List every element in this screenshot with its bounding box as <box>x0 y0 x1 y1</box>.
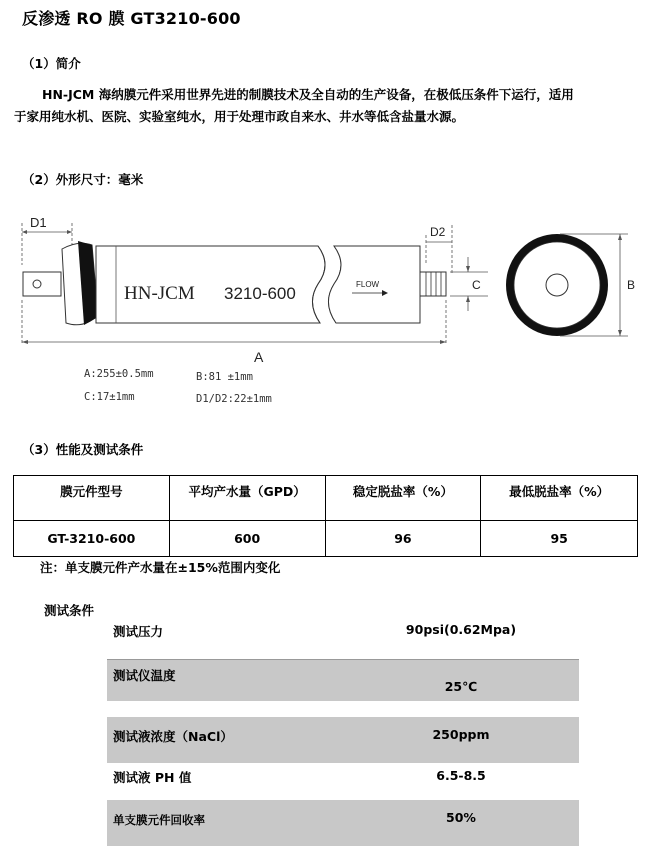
b-arrow-top <box>618 234 622 240</box>
table-cell-model: GT-3210-600 <box>14 521 170 557</box>
label-b: B <box>627 278 636 292</box>
c-arrow-bottom <box>466 296 470 302</box>
membrane-brand-label: HN-JCM <box>124 283 195 304</box>
membrane-diagram <box>0 205 652 405</box>
table-header-cell: 稳定脱盐率（%） <box>325 476 481 521</box>
test-value: 50% <box>446 810 476 825</box>
spec-d: D1/D2:22±1mm <box>196 393 272 405</box>
table-row <box>14 521 638 557</box>
test-label: 测试压力 <box>113 624 164 639</box>
d1-arrow-right <box>67 230 72 234</box>
a-arrow-right <box>440 340 446 344</box>
flow-label: FLOW <box>356 280 380 289</box>
test-row-ph <box>107 763 579 793</box>
table-cell-gpd: 600 <box>169 521 325 557</box>
table-cell-stable-rejection: 96 <box>325 521 481 557</box>
spec-b: B:81 ±1mm <box>196 371 253 383</box>
b-arrow-bottom <box>618 330 622 336</box>
table-header-row <box>14 476 638 521</box>
table-header-cell: 膜元件型号 <box>14 476 170 521</box>
spec-c: C:17±1mm <box>84 391 135 403</box>
table-cell-min-rejection: 95 <box>481 521 638 557</box>
performance-table <box>13 475 638 557</box>
label-c: C <box>472 278 481 292</box>
test-row-temperature <box>107 659 579 701</box>
label-a: A <box>254 349 264 365</box>
test-label: 测试液 PH 值 <box>113 770 192 785</box>
test-value: 6.5-8.5 <box>436 768 486 783</box>
test-row-recovery <box>107 800 579 846</box>
inlet-stub <box>23 272 61 296</box>
test-row-concentration <box>107 717 579 763</box>
page-title: 反渗透 RO 膜 GT3210-600 <box>22 9 241 28</box>
membrane-model-label: 3210-600 <box>224 284 296 303</box>
test-value: 90psi(0.62Mpa) <box>405 622 517 637</box>
intro-line-1: 海纳膜元件采用世界先进的制膜技术及全自动的生产设备，在极低压条件下运行，适用 <box>94 87 574 102</box>
spec-a: A:255±0.5mm <box>84 368 154 380</box>
intro-heading: （1）简介 <box>22 56 81 71</box>
test-conditions-heading: 测试条件 <box>44 603 95 618</box>
inlet-hole <box>33 280 41 288</box>
dimensions-heading: （2）外形尺寸：毫米 <box>22 172 144 187</box>
table-header-cell: 平均产水量（GPD） <box>169 476 325 521</box>
intro-line-2: 于家用纯水机、医院、实验室纯水，用于处理市政自来水、井水等低含盐量水源。 <box>14 109 465 124</box>
test-row-pressure <box>107 614 579 644</box>
performance-note: 注：单支膜元件产水量在±15%范围内变化 <box>40 560 281 575</box>
test-label: 测试液浓度（NaCl） <box>113 729 233 744</box>
end-view-center-tube <box>546 274 568 296</box>
test-value: 250ppm <box>432 727 490 742</box>
brand-name: HN-JCM <box>42 87 95 102</box>
d1-arrow-left <box>22 230 27 234</box>
test-label: 测试仪温度 <box>113 668 176 683</box>
label-d1: D1 <box>30 215 47 230</box>
intro-paragraph <box>14 84 640 128</box>
a-arrow-left <box>22 340 28 344</box>
c-arrow-top <box>466 266 470 272</box>
table-header-cell: 最低脱盐率（%） <box>481 476 638 521</box>
label-d2: D2 <box>430 225 446 239</box>
test-value: 25℃ <box>444 679 478 694</box>
test-label: 单支膜元件回收率 <box>113 813 205 827</box>
performance-heading: （3）性能及测试条件 <box>22 442 144 457</box>
outlet-tube <box>420 272 446 296</box>
